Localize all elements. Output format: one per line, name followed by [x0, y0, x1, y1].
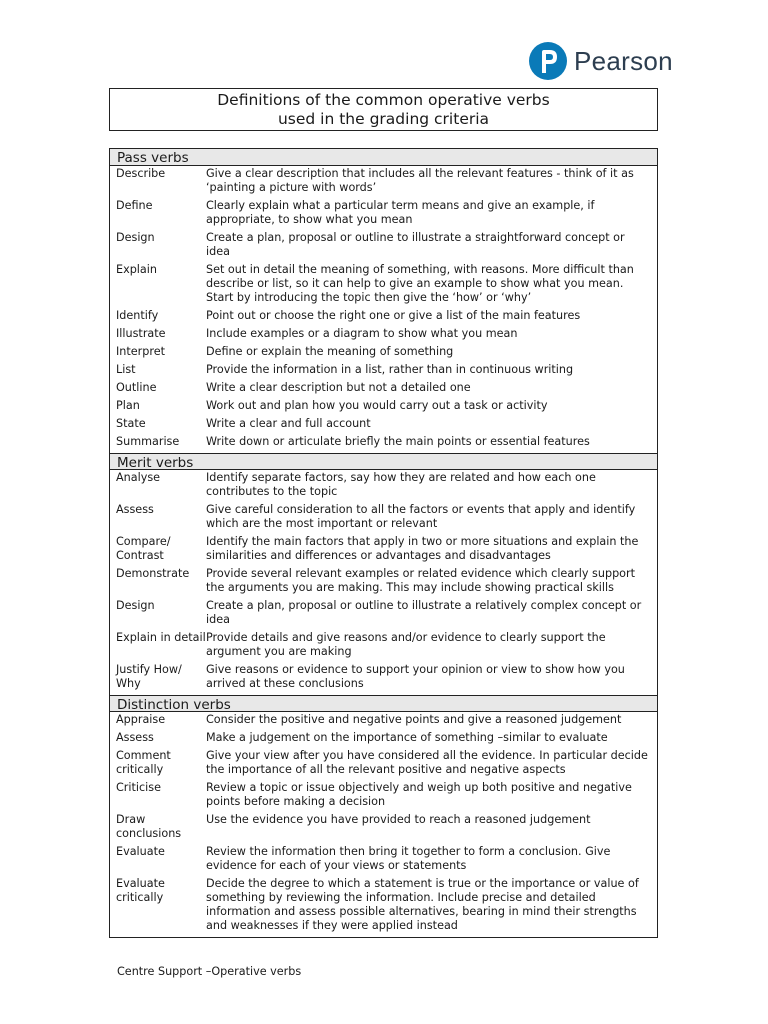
table-row	[110, 535, 657, 563]
verb-definition: Provide several relevant examples or related evidence which clearly support the arguments you are making. This may include showing practical skills	[206, 567, 636, 594]
verb-definition: Identify the main factors that apply in two or more situations and explain the similarities and differences or advantages and disadvantages	[206, 535, 639, 562]
verb-definition: Give your view after you have considered all the evidence. In particular decide the importance of all the relevant positive and negative aspects	[206, 749, 648, 776]
section-heading: Distinction verbs	[110, 695, 657, 712]
section-body	[110, 712, 657, 933]
table-row	[110, 713, 657, 727]
verb-term: List	[116, 363, 136, 376]
table-row	[110, 231, 657, 259]
verb-definition: Include examples or a diagram to show what you mean	[206, 327, 518, 340]
verb-definition: Give reasons or evidence to support your opinion or view to show how you arrived at these conclusions	[206, 663, 625, 690]
verb-term: Explain in detail	[116, 631, 206, 644]
verb-term: Outline	[116, 381, 157, 394]
table-row	[110, 327, 657, 341]
verb-definition: Make a judgement on the importance of something –similar to evaluate	[206, 731, 608, 744]
table-row	[110, 167, 657, 195]
table-row	[110, 599, 657, 627]
verb-term: Plan	[116, 399, 140, 412]
verb-term: Summarise	[116, 435, 180, 448]
verb-definition: Review the information then bring it together to form a conclusion. Give evidence for each of your views or statements	[206, 845, 611, 872]
brand-name: Pearson	[574, 45, 673, 76]
verb-definition: Work out and plan how you would carry out a task or activity	[206, 399, 548, 412]
verb-term: Define	[116, 199, 153, 212]
verb-term: Design	[116, 599, 155, 612]
verb-definition: Review a topic or issue objectively and weigh up both positive and negative points before making a decision	[206, 781, 632, 808]
table-row	[110, 345, 657, 359]
verb-term: Demonstrate	[116, 567, 190, 580]
table-row	[110, 399, 657, 413]
verb-definition: Give a clear description that includes all the relevant features - think of it as ‘painting a picture with words’	[206, 167, 634, 194]
verb-definition: Create a plan, proposal or outline to illustrate a relatively complex concept or idea	[206, 599, 642, 626]
section-body	[110, 166, 657, 449]
verb-definition: Provide details and give reasons and/or evidence to clearly support the argument you are making	[206, 631, 606, 658]
table-row	[110, 813, 657, 841]
section-body	[110, 470, 657, 691]
table-row	[110, 471, 657, 499]
verb-term: Criticise	[116, 781, 161, 794]
title-line-1: Definitions of the common operative verbs	[217, 91, 550, 109]
verb-term: Compare/ Contrast	[116, 535, 171, 562]
table-row	[110, 435, 657, 449]
table-row	[110, 877, 657, 933]
pearson-p-icon	[529, 42, 567, 80]
table-row	[110, 631, 657, 659]
verb-term: Evaluate critically	[116, 877, 165, 904]
verb-definition: Decide the degree to which a statement is true or the importance or value of something by reviewing the information. Include precise and detailed information and assess possible alternatives, bearing in mind their strengths and weaknesses if they were applied instead	[206, 877, 639, 932]
document-title	[109, 88, 658, 131]
verb-definition: Use the evidence you have provided to reach a reasoned judgement	[206, 813, 591, 826]
table-row	[110, 503, 657, 531]
verb-term: Analyse	[116, 471, 161, 484]
table-row	[110, 309, 657, 323]
table-row	[110, 845, 657, 873]
verb-definition: Provide the information in a list, rather than in continuous writing	[206, 363, 574, 376]
table-row	[110, 731, 657, 745]
verb-definition: Clearly explain what a particular term means and give an example, if appropriate, to show what you mean	[206, 199, 595, 226]
verb-definition: Point out or choose the right one or give a list of the main features	[206, 309, 581, 322]
verb-definition: Write a clear description but not a detailed one	[206, 381, 471, 394]
verb-term: Describe	[116, 167, 166, 180]
verb-term: Design	[116, 231, 155, 244]
verb-definition: Write a clear and full account	[206, 417, 371, 430]
verb-definition: Define or explain the meaning of something	[206, 345, 454, 358]
table-row	[110, 263, 657, 305]
verb-term: Illustrate	[116, 327, 166, 340]
verb-definition: Give careful consideration to all the factors or events that apply and identify which are the most important or relevant	[206, 503, 636, 530]
table-row	[110, 567, 657, 595]
table-row	[110, 417, 657, 431]
table-row	[110, 363, 657, 377]
verb-term: Evaluate	[116, 845, 165, 858]
verb-definition: Identify separate factors, say how they are related and how each one contributes to the topic	[206, 471, 596, 498]
verb-term: Interpret	[116, 345, 165, 358]
verb-definition: Write down or articulate briefly the main points or essential features	[206, 435, 590, 448]
verb-term: Assess	[116, 503, 154, 516]
section-heading: Pass verbs	[110, 149, 657, 166]
verb-term: Comment critically	[116, 749, 171, 776]
verb-term: Assess	[116, 731, 154, 744]
verb-term: Draw conclusions	[116, 813, 182, 840]
verb-term: Appraise	[116, 713, 166, 726]
title-line-2: used in the grading criteria	[277, 110, 490, 128]
pearson-logo	[529, 40, 673, 82]
table-row	[110, 663, 657, 691]
table-row	[110, 199, 657, 227]
verb-definition: Set out in detail the meaning of something, with reasons. More difficult than describe or list, so it can help to give an example to show what you mean. Start by introducing the topic then give the ‘how’ or ‘why’	[206, 263, 634, 304]
section-heading: Merit verbs	[110, 453, 657, 470]
verb-term: Justify How/ Why	[116, 663, 182, 690]
table-row	[110, 749, 657, 777]
verb-definition: Consider the positive and negative points and give a reasoned judgement	[206, 713, 622, 726]
verbs-table	[109, 148, 658, 938]
verb-definition: Create a plan, proposal or outline to illustrate a straightforward concept or idea	[206, 231, 625, 258]
verb-term: Identify	[116, 309, 159, 322]
table-row	[110, 381, 657, 395]
page-footer: Centre Support –Operative verbs	[117, 965, 302, 978]
verb-term: Explain	[116, 263, 157, 276]
table-row	[110, 781, 657, 809]
verb-term: State	[116, 417, 146, 430]
